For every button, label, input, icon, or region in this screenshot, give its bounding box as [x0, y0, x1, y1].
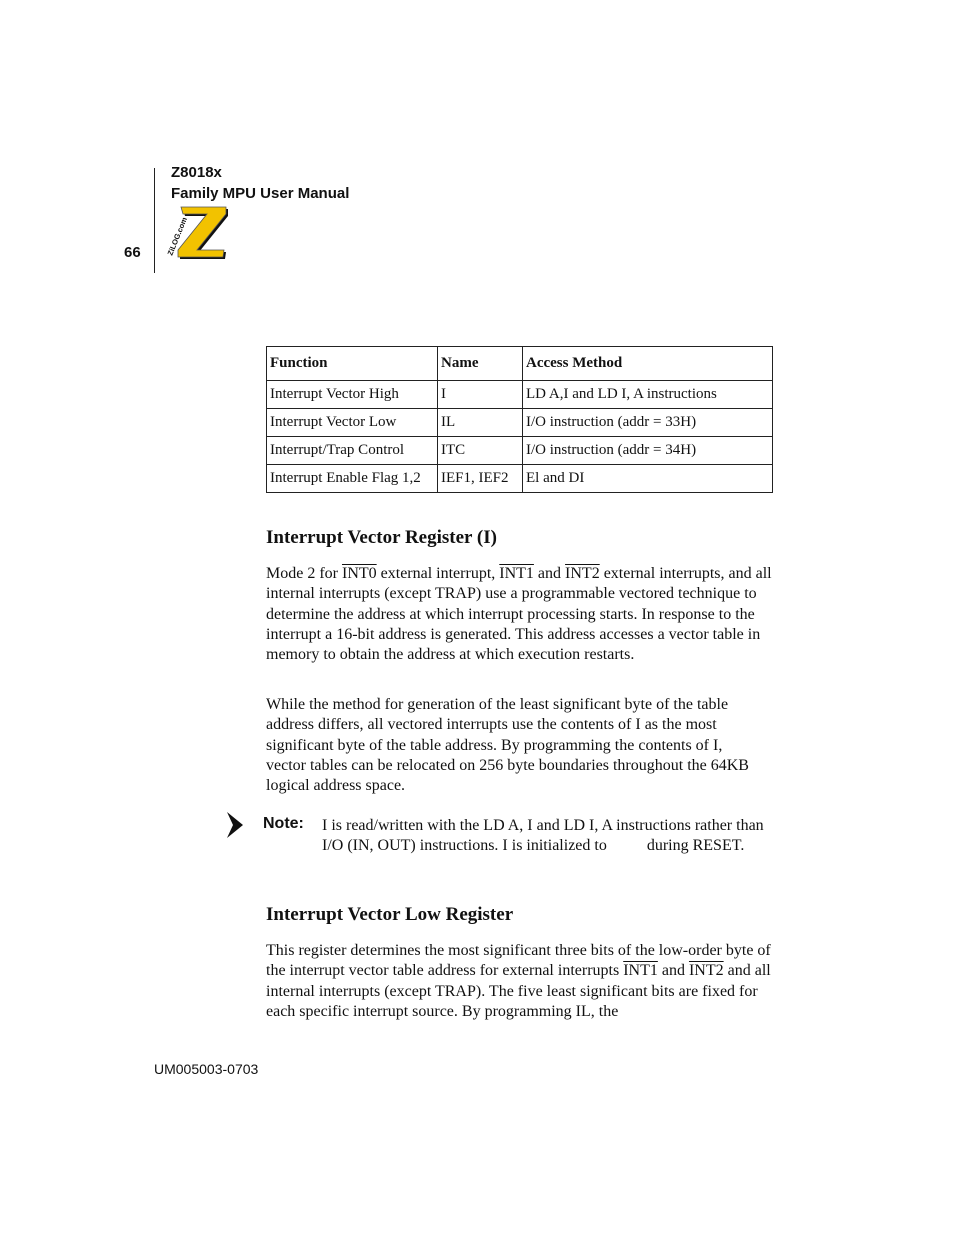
table-cell: El and DI [523, 465, 773, 493]
register-table [266, 346, 773, 493]
table-cell: Interrupt Enable Flag 1,2 [267, 465, 438, 493]
column-header: Access Method [523, 347, 773, 381]
signal-int0: INT0 [341, 565, 377, 582]
signal-int1: INT1 [499, 565, 534, 582]
document-id: UM005003-0703 [154, 1061, 259, 1077]
note-text: I is read/written with the LD A, I and LD I, A instructions rather than I/O (IN, OUT) instructions. I is initialized to during RESET. [322, 817, 764, 855]
column-header: Name [438, 347, 523, 381]
table-cell: Interrupt Vector High [267, 381, 438, 409]
table-cell: LD A,I and LD I, A instructions [523, 381, 773, 409]
signal-int2: INT2 [565, 565, 600, 582]
paragraph [266, 564, 776, 665]
text-run: external interrupts, and all internal interrupts (except TRAP) use a programmable vectored technique to determine the address at which interrupt processing starts. In response to the interrupt a 16-bit address is generated. This address accesses a vector table in memory to obtain the address at which execution restarts. [266, 565, 772, 664]
table-header-row [267, 347, 773, 381]
paragraph: While the method for generation of the least significant byte of the table address differs, all vectored interrupts use the contents of I as the most significant byte of the table address. By programming the contents of I, vector tables can be relocated on 256 byte boundaries throughout the 64KB logical address space. [266, 696, 749, 795]
table-row [267, 409, 773, 437]
table-cell: IL [438, 409, 523, 437]
table-row [267, 465, 773, 493]
text-run: Mode 2 for [266, 565, 342, 582]
table-row [267, 381, 773, 409]
table-cell: I/O instruction (addr = 34H) [523, 437, 773, 465]
signal-int2: INT2 [688, 962, 724, 980]
zilog-logo [165, 206, 234, 262]
text-run: This register determines the most significant three bits of the low-order byte of the interrupt vector table address for external interrupts [266, 942, 771, 980]
manual-title: Family MPU User Manual [171, 185, 350, 202]
table-cell: I [438, 381, 523, 409]
section-heading: Interrupt Vector Low Register [266, 904, 514, 925]
note-arrow-icon [226, 812, 244, 838]
header-divider [154, 168, 155, 273]
text-run: and [533, 565, 566, 582]
table-cell: Interrupt/Trap Control [267, 437, 438, 465]
section-heading: Interrupt Vector Register (I) [266, 527, 497, 548]
logo-text: ZiLOG.com [165, 215, 189, 257]
table-row [267, 437, 773, 465]
column-header: Function [267, 347, 438, 381]
table-cell: Interrupt Vector Low [267, 409, 438, 437]
table-cell: I/O instruction (addr = 33H) [523, 409, 773, 437]
paragraph [266, 941, 772, 1022]
table-cell: IEF1, IEF2 [438, 465, 523, 493]
text-run: and all internal interrupts (except TRAP). The five least significant bits are fixed for each specific interrupt source. By programming IL, the [266, 962, 771, 1020]
table-cell: ITC [438, 437, 523, 465]
note-label: Note: [263, 815, 304, 832]
signal-int1: INT1 [623, 962, 658, 980]
product-name: Z8018x [171, 164, 222, 181]
text-run: and [657, 962, 689, 980]
page-number: 66 [124, 244, 141, 261]
text-run: external interrupt, [376, 565, 500, 582]
